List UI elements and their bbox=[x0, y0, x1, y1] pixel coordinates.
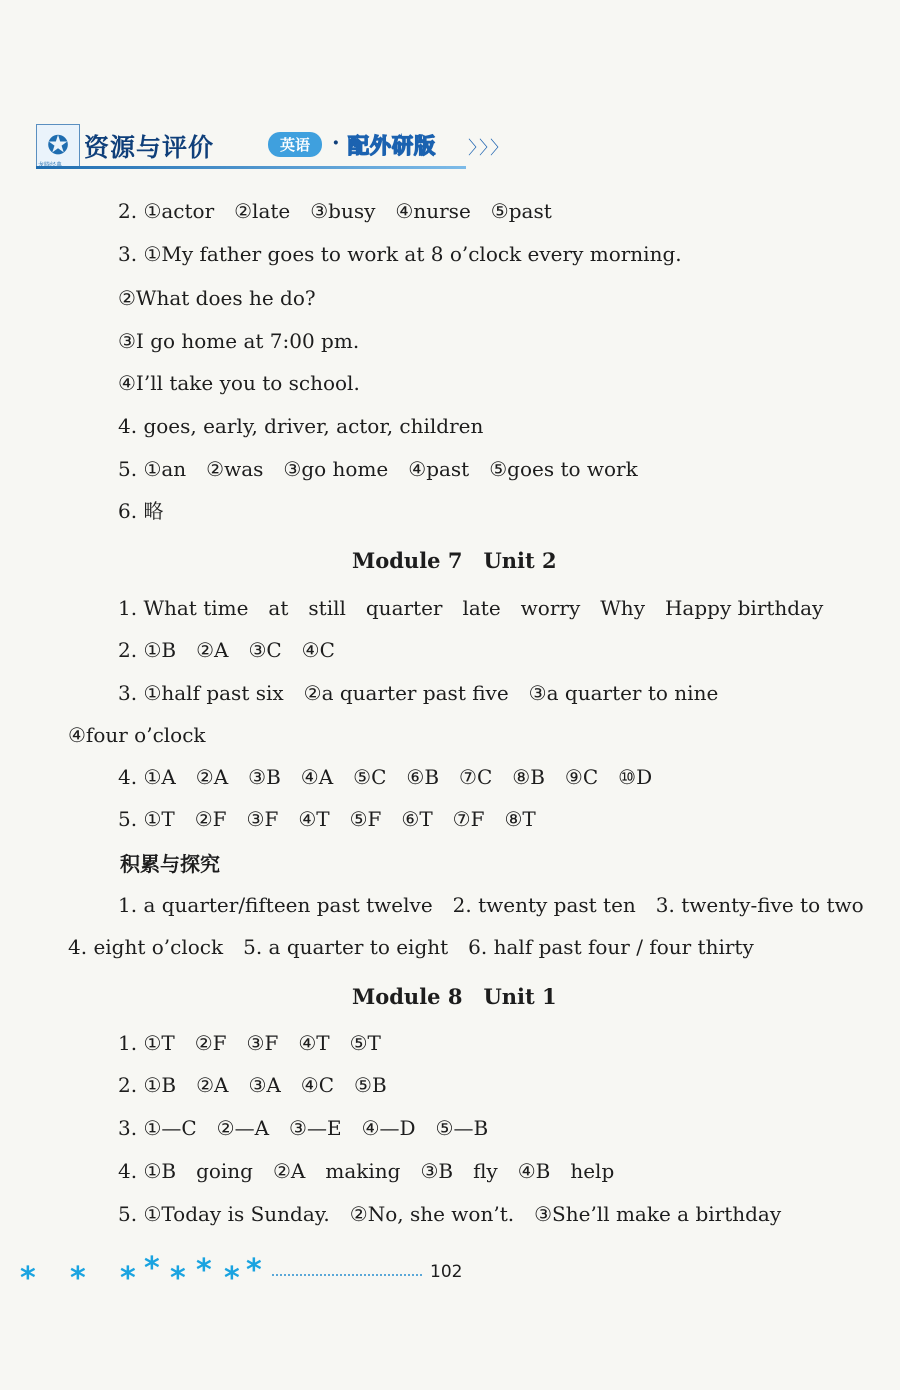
answer-line: 5. ①an ②was ③go home ④past ⑤goes to work bbox=[118, 457, 638, 481]
answer-line: 2. ①B ②A ③C ④C bbox=[118, 638, 335, 662]
star-icon: * bbox=[70, 1261, 86, 1296]
star-icon: * bbox=[120, 1261, 136, 1296]
answer-line: 5. ①T ②F ③F ④T ⑤F ⑥T ⑦F ⑧T bbox=[118, 807, 536, 831]
answer-line: ④I’ll take you to school. bbox=[118, 371, 360, 395]
star-icon: * bbox=[224, 1261, 240, 1296]
answer-line: 2. ①B ②A ③A ④C ⑤B bbox=[118, 1073, 387, 1097]
answer-line: 4. eight o’clock 5. a quarter to eight 6. half past four / four thirty bbox=[68, 935, 754, 959]
answer-line: 2. ①actor ②late ③busy ④nurse ⑤past bbox=[118, 199, 552, 223]
answer-line: 1. a quarter/fifteen past twelve 2. twenty past ten 3. twenty-five to two bbox=[118, 893, 864, 917]
header-rule bbox=[36, 166, 466, 169]
answer-line: ④four o’clock bbox=[68, 723, 206, 747]
page-header bbox=[36, 122, 510, 170]
star-icon: * bbox=[144, 1251, 160, 1286]
star-icon: * bbox=[196, 1253, 212, 1288]
edition-label: 配外研版 bbox=[348, 134, 436, 158]
book-star-icon: ✪ bbox=[47, 131, 69, 161]
answer-line: 1. ①T ②F ③F ④T ⑤T bbox=[118, 1031, 381, 1055]
logo bbox=[36, 124, 80, 168]
answer-line: 3. ①My father goes to work at 8 o’clock every morning. bbox=[118, 242, 682, 266]
footer-stars bbox=[20, 1251, 280, 1297]
answer-line: 4. ①A ②A ③B ④A ⑤C ⑥B ⑦C ⑧B ⑨C ⑩D bbox=[118, 765, 653, 789]
answer-line: ②What does he do? bbox=[118, 286, 316, 310]
answer-line: 3. ①half past six ②a quarter past five ③a quarter to nine bbox=[118, 681, 719, 705]
star-icon: * bbox=[170, 1261, 186, 1296]
subject-badge: 英语 bbox=[268, 132, 322, 157]
page-number: 102 bbox=[430, 1262, 463, 1282]
answer-line: 4. goes, early, driver, actor, children bbox=[118, 414, 484, 438]
chevron-right-icon: 〉〉〉 bbox=[468, 138, 510, 159]
answer-line: 1. What time at still quarter late worry Why Happy birthday bbox=[118, 596, 824, 620]
answer-line: 6. 略 bbox=[118, 499, 164, 523]
star-icon: * bbox=[20, 1261, 36, 1296]
footer-dotted-rule bbox=[272, 1274, 422, 1276]
section-title: 积累与探究 bbox=[120, 852, 220, 876]
star-icon: * bbox=[246, 1253, 262, 1288]
title-separator: · bbox=[332, 130, 340, 156]
answer-line: 5. ①Today is Sunday. ②No, she won’t. ③She’ll make a birthday bbox=[118, 1202, 782, 1226]
answer-line: 3. ①—C ②—A ③—E ④—D ⑤—B bbox=[118, 1116, 489, 1140]
series-title: 资源与评价 bbox=[84, 133, 215, 162]
answer-line: 4. ①B going ②A making ③B fly ④B help bbox=[118, 1159, 615, 1183]
module-7-heading: Module 7 Unit 2 bbox=[352, 548, 557, 573]
module-8-heading: Module 8 Unit 1 bbox=[352, 984, 557, 1009]
answer-line: ③I go home at 7:00 pm. bbox=[118, 329, 360, 353]
